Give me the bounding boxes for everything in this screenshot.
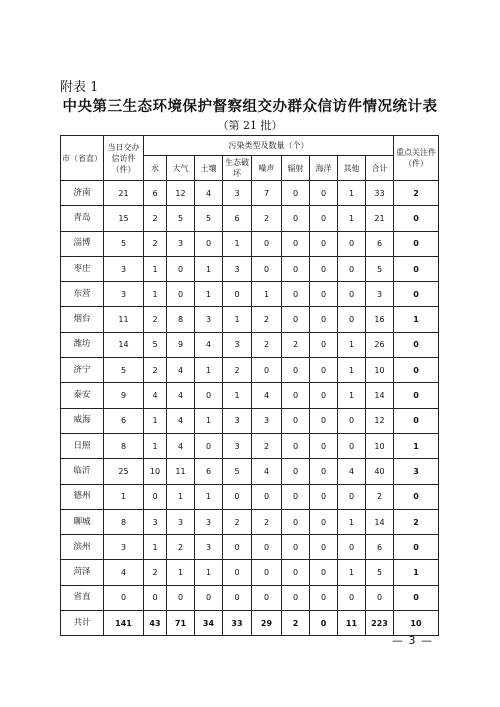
pollution-count-cell: 3 — [167, 509, 195, 534]
pollution-count-cell: 0 — [223, 484, 252, 509]
page-title: 中央第三生态环境保护督察组交办群众信访件情况统计表 — [62, 98, 438, 115]
pollution-count-cell: 0 — [282, 408, 310, 433]
annex-label: 附表 1 — [60, 80, 99, 95]
table-row — [61, 256, 439, 281]
pollution-count-cell: 0 — [282, 282, 310, 307]
pollution-count-cell: 33 — [366, 181, 394, 206]
pollution-count-cell: 0 — [338, 231, 366, 256]
table-row — [61, 535, 439, 560]
pollution-count-cell: 0 — [338, 535, 366, 560]
pollution-count-cell: 0 — [310, 535, 338, 560]
pollution-count-cell: 0 — [310, 433, 338, 458]
pollution-count-cell: 0 — [195, 585, 223, 610]
pollution-count-cell: 0 — [195, 433, 223, 458]
table-row — [61, 307, 439, 332]
pollution-count-cell: 6 — [366, 231, 394, 256]
pollution-count-cell: 34 — [195, 611, 223, 636]
daily-count-cell: 14 — [104, 332, 144, 357]
pollution-count-cell: 0 — [310, 585, 338, 610]
pollution-count-cell: 3 — [195, 535, 223, 560]
pollution-count-cell: 5 — [144, 332, 167, 357]
pollution-count-cell: 0 — [338, 256, 366, 281]
pollution-count-cell: 1 — [338, 181, 366, 206]
pollution-count-cell: 0 — [310, 282, 338, 307]
key-count-cell: 0 — [394, 231, 439, 256]
pollution-count-cell: 0 — [282, 509, 310, 534]
daily-count-cell: 0 — [104, 585, 144, 610]
pollution-count-cell: 5 — [366, 560, 394, 585]
header-type: 噪声 — [252, 156, 282, 181]
pollution-count-cell: 3 — [223, 181, 252, 206]
pollution-count-cell: 1 — [223, 307, 252, 332]
pollution-count-cell: 3 — [195, 509, 223, 534]
key-count-cell: 2 — [394, 509, 439, 534]
daily-count-cell: 5 — [104, 231, 144, 256]
pollution-count-cell: 0 — [310, 358, 338, 383]
pollution-count-cell: 2 — [252, 509, 282, 534]
pollution-count-cell: 0 — [310, 408, 338, 433]
pollution-count-cell: 2 — [144, 231, 167, 256]
pollution-count-cell: 0 — [310, 256, 338, 281]
pollution-count-cell: 4 — [195, 181, 223, 206]
pollution-count-cell: 71 — [167, 611, 195, 636]
pollution-count-cell: 4 — [167, 358, 195, 383]
pollution-count-cell: 1 — [144, 433, 167, 458]
pollution-count-cell: 0 — [338, 282, 366, 307]
city-cell: 青岛 — [61, 206, 104, 231]
header-type: 土壤 — [195, 156, 223, 181]
pollution-count-cell: 3 — [366, 282, 394, 307]
pollution-count-cell: 0 — [252, 560, 282, 585]
city-cell: 共计 — [61, 611, 104, 636]
pollution-count-cell: 1 — [223, 231, 252, 256]
pollution-count-cell: 0 — [144, 585, 167, 610]
pollution-count-cell: 6 — [144, 181, 167, 206]
pollution-count-cell: 1 — [195, 256, 223, 281]
pollution-count-cell: 0 — [338, 307, 366, 332]
daily-count-cell: 5 — [104, 358, 144, 383]
pollution-count-cell: 4 — [167, 433, 195, 458]
total-row — [61, 611, 439, 636]
pollution-count-cell: 0 — [252, 358, 282, 383]
pollution-count-cell: 0 — [310, 383, 338, 408]
batch-label: （第 21 批） — [217, 119, 283, 132]
pollution-count-cell: 3 — [223, 433, 252, 458]
daily-count-cell: 15 — [104, 206, 144, 231]
pollution-count-cell: 0 — [310, 181, 338, 206]
pollution-count-cell: 0 — [338, 408, 366, 433]
table-row — [61, 332, 439, 357]
daily-count-cell: 8 — [104, 433, 144, 458]
header-city: 市（省直） — [61, 136, 104, 181]
pollution-count-cell: 0 — [144, 484, 167, 509]
table-row — [61, 509, 439, 534]
pollution-count-cell: 5 — [195, 206, 223, 231]
table-row — [61, 206, 439, 231]
pollution-count-cell: 0 — [282, 307, 310, 332]
pollution-count-cell: 0 — [310, 307, 338, 332]
daily-count-cell: 21 — [104, 181, 144, 206]
pollution-count-cell: 0 — [338, 484, 366, 509]
daily-count-cell: 25 — [104, 459, 144, 484]
pollution-count-cell: 2 — [252, 433, 282, 458]
city-cell: 日照 — [61, 433, 104, 458]
city-cell: 聊城 — [61, 509, 104, 534]
pollution-count-cell: 0 — [252, 256, 282, 281]
pollution-count-cell: 3 — [252, 408, 282, 433]
table-row — [61, 459, 439, 484]
pollution-count-cell: 2 — [144, 206, 167, 231]
pollution-count-cell: 33 — [223, 611, 252, 636]
pollution-count-cell: 26 — [366, 332, 394, 357]
key-count-cell: 0 — [394, 484, 439, 509]
pollution-count-cell: 0 — [195, 383, 223, 408]
pollution-count-cell: 0 — [282, 383, 310, 408]
header-key: 重点关注件（件） — [394, 136, 439, 181]
key-count-cell: 2 — [394, 181, 439, 206]
pollution-count-cell: 3 — [223, 332, 252, 357]
pollution-count-cell: 14 — [366, 383, 394, 408]
pollution-count-cell: 2 — [366, 484, 394, 509]
city-cell: 枣庄 — [61, 256, 104, 281]
pollution-count-cell: 0 — [252, 585, 282, 610]
pollution-count-cell: 6 — [195, 459, 223, 484]
daily-count-cell: 8 — [104, 509, 144, 534]
pollution-count-cell: 0 — [282, 459, 310, 484]
key-count-cell: 10 — [394, 611, 439, 636]
pollution-count-cell: 0 — [282, 256, 310, 281]
pollution-count-cell: 0 — [252, 535, 282, 560]
pollution-count-cell: 1 — [338, 332, 366, 357]
daily-count-cell: 3 — [104, 256, 144, 281]
pollution-count-cell: 1 — [195, 408, 223, 433]
pollution-count-cell: 0 — [338, 585, 366, 610]
pollution-count-cell: 1 — [195, 358, 223, 383]
key-count-cell: 1 — [394, 307, 439, 332]
city-cell: 省直 — [61, 585, 104, 610]
header-daily: 当日交办信访件（件） — [104, 136, 144, 181]
pollution-count-cell: 11 — [338, 611, 366, 636]
pollution-count-cell: 0 — [195, 231, 223, 256]
pollution-count-cell: 2 — [223, 358, 252, 383]
pollution-count-cell: 0 — [282, 560, 310, 585]
pollution-count-cell: 0 — [167, 282, 195, 307]
pollution-count-cell: 12 — [167, 181, 195, 206]
pollution-count-cell: 0 — [167, 585, 195, 610]
daily-count-cell: 9 — [104, 383, 144, 408]
city-cell: 滨州 — [61, 535, 104, 560]
table-row — [61, 408, 439, 433]
city-cell: 东营 — [61, 282, 104, 307]
pollution-count-cell: 14 — [366, 509, 394, 534]
pollution-count-cell: 5 — [167, 206, 195, 231]
pollution-count-cell: 1 — [144, 535, 167, 560]
pollution-count-cell: 3 — [167, 231, 195, 256]
pollution-count-cell: 2 — [167, 535, 195, 560]
key-count-cell: 0 — [394, 332, 439, 357]
pollution-count-cell: 1 — [167, 484, 195, 509]
key-count-cell: 3 — [394, 459, 439, 484]
pollution-count-cell: 0 — [310, 459, 338, 484]
pollution-count-cell: 10 — [366, 433, 394, 458]
pollution-count-cell: 1 — [252, 282, 282, 307]
header-type: 其他 — [338, 156, 366, 181]
pollution-count-cell: 1 — [338, 509, 366, 534]
pollution-count-cell: 3 — [223, 408, 252, 433]
pollution-count-cell: 4 — [167, 408, 195, 433]
pollution-count-cell: 0 — [338, 433, 366, 458]
pollution-count-cell: 0 — [223, 560, 252, 585]
pollution-count-cell: 43 — [144, 611, 167, 636]
pollution-count-cell: 6 — [223, 206, 252, 231]
city-cell: 潍坊 — [61, 332, 104, 357]
pollution-count-cell: 223 — [366, 611, 394, 636]
pollution-count-cell: 2 — [144, 358, 167, 383]
daily-count-cell: 3 — [104, 535, 144, 560]
pollution-count-cell: 1 — [338, 358, 366, 383]
table-row — [61, 433, 439, 458]
key-count-cell: 0 — [394, 282, 439, 307]
city-cell: 泰安 — [61, 383, 104, 408]
pollution-count-cell: 1 — [338, 560, 366, 585]
key-count-cell: 0 — [394, 585, 439, 610]
key-count-cell: 1 — [394, 433, 439, 458]
city-cell: 济宁 — [61, 358, 104, 383]
pollution-count-cell: 0 — [223, 282, 252, 307]
table-row — [61, 383, 439, 408]
pollution-count-cell: 3 — [195, 307, 223, 332]
pollution-count-cell: 12 — [366, 408, 394, 433]
table-row — [61, 484, 439, 509]
pollution-count-cell: 1 — [167, 560, 195, 585]
daily-count-cell: 3 — [104, 282, 144, 307]
pollution-count-cell: 29 — [252, 611, 282, 636]
pollution-count-cell: 1 — [223, 383, 252, 408]
pollution-count-cell: 10 — [366, 358, 394, 383]
pollution-count-cell: 0 — [282, 206, 310, 231]
pollution-count-cell: 0 — [167, 256, 195, 281]
pollution-count-cell: 0 — [310, 332, 338, 357]
table-row — [61, 585, 439, 610]
pollution-count-cell: 21 — [366, 206, 394, 231]
pollution-count-cell: 0 — [310, 560, 338, 585]
pollution-count-cell: 8 — [167, 307, 195, 332]
pollution-count-cell: 1 — [144, 408, 167, 433]
pollution-count-cell: 0 — [310, 231, 338, 256]
pollution-count-cell: 9 — [167, 332, 195, 357]
pollution-count-cell: 11 — [167, 459, 195, 484]
pollution-count-cell: 2 — [252, 307, 282, 332]
pollution-count-cell: 1 — [144, 282, 167, 307]
key-count-cell: 0 — [394, 383, 439, 408]
pollution-count-cell: 0 — [252, 231, 282, 256]
pollution-count-cell: 0 — [310, 611, 338, 636]
pollution-count-cell: 1 — [338, 206, 366, 231]
pollution-count-cell: 1 — [195, 282, 223, 307]
pollution-count-cell: 0 — [282, 358, 310, 383]
daily-count-cell: 1 — [104, 484, 144, 509]
pollution-count-cell: 0 — [252, 484, 282, 509]
key-count-cell: 0 — [394, 256, 439, 281]
header-pollution-group: 污染类型及数量（个） — [144, 136, 394, 156]
header-type: 海洋 — [310, 156, 338, 181]
header-type: 合计 — [366, 156, 394, 181]
key-count-cell: 0 — [394, 206, 439, 231]
pollution-count-cell: 2 — [144, 560, 167, 585]
page-number: — 3 — — [392, 634, 433, 647]
header-type: 生态破坏 — [223, 156, 252, 181]
pollution-count-cell: 40 — [366, 459, 394, 484]
pollution-count-cell: 0 — [223, 585, 252, 610]
pollution-count-cell: 4 — [252, 459, 282, 484]
pollution-count-cell: 1 — [338, 383, 366, 408]
pollution-count-cell: 1 — [195, 560, 223, 585]
city-cell: 威海 — [61, 408, 104, 433]
pollution-count-cell: 4 — [195, 332, 223, 357]
key-count-cell: 1 — [394, 560, 439, 585]
daily-count-cell: 141 — [104, 611, 144, 636]
table-row — [61, 181, 439, 206]
table-row — [61, 231, 439, 256]
pollution-count-cell: 0 — [282, 181, 310, 206]
pollution-count-cell: 2 — [252, 332, 282, 357]
pollution-count-cell: 4 — [167, 383, 195, 408]
pollution-count-cell: 0 — [282, 535, 310, 560]
table-row — [61, 282, 439, 307]
pollution-count-cell: 1 — [144, 256, 167, 281]
pollution-count-cell: 0 — [310, 509, 338, 534]
pollution-count-cell: 2 — [223, 509, 252, 534]
pollution-count-cell: 2 — [282, 332, 310, 357]
table-row — [61, 560, 439, 585]
key-count-cell: 0 — [394, 358, 439, 383]
pollution-count-cell: 1 — [195, 484, 223, 509]
pollution-count-cell: 16 — [366, 307, 394, 332]
city-cell: 德州 — [61, 484, 104, 509]
header-type: 大气 — [167, 156, 195, 181]
pollution-count-cell: 5 — [366, 256, 394, 281]
pollution-count-cell: 2 — [144, 307, 167, 332]
pollution-count-cell: 4 — [252, 383, 282, 408]
key-count-cell: 0 — [394, 535, 439, 560]
pollution-count-cell: 0 — [310, 484, 338, 509]
daily-count-cell: 4 — [104, 560, 144, 585]
city-cell: 济南 — [61, 181, 104, 206]
pollution-count-cell: 0 — [282, 433, 310, 458]
city-cell: 淄博 — [61, 231, 104, 256]
city-cell: 临沂 — [61, 459, 104, 484]
pollution-count-cell: 0 — [366, 585, 394, 610]
pollution-count-cell: 0 — [282, 484, 310, 509]
pollution-count-cell: 2 — [252, 206, 282, 231]
pollution-count-cell: 4 — [338, 459, 366, 484]
pollution-count-cell: 0 — [310, 206, 338, 231]
pollution-count-cell: 0 — [223, 535, 252, 560]
pollution-count-cell: 3 — [144, 509, 167, 534]
daily-count-cell: 11 — [104, 307, 144, 332]
pollution-count-cell: 10 — [144, 459, 167, 484]
pollution-count-cell: 2 — [282, 611, 310, 636]
table-row — [61, 358, 439, 383]
pollution-count-cell: 5 — [223, 459, 252, 484]
pollution-count-cell: 0 — [282, 585, 310, 610]
pollution-count-cell: 0 — [282, 231, 310, 256]
pollution-count-cell: 7 — [252, 181, 282, 206]
daily-count-cell: 6 — [104, 408, 144, 433]
pollution-count-cell: 4 — [144, 383, 167, 408]
city-cell: 菏泽 — [61, 560, 104, 585]
pollution-count-cell: 6 — [366, 535, 394, 560]
statistics-table — [60, 135, 439, 636]
pollution-count-cell: 3 — [223, 256, 252, 281]
header-type: 水 — [144, 156, 167, 181]
key-count-cell: 0 — [394, 408, 439, 433]
city-cell: 烟台 — [61, 307, 104, 332]
header-type: 辐射 — [282, 156, 310, 181]
